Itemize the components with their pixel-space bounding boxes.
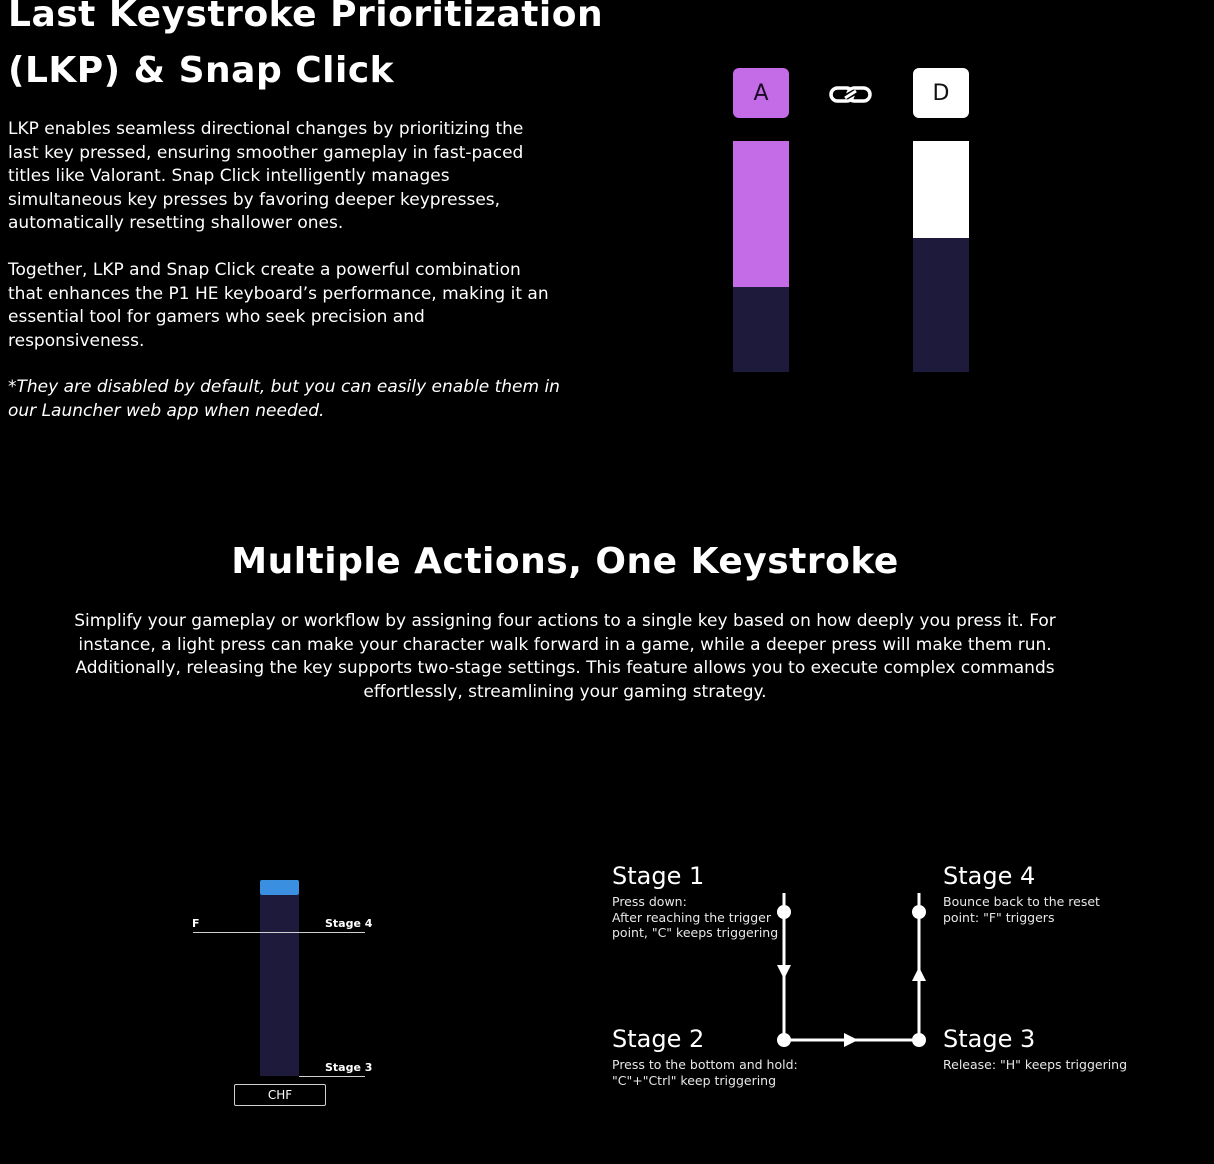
lkp-title-line-2: (LKP) & Snap Click [8,50,395,91]
text-line: essential tool for gamers who seek precision and [8,307,425,327]
text-line: simultaneous key presses by favoring deeper keypresses, [8,189,501,210]
text-line: last key pressed, ensuring smoother gameplay in fast-paced [8,142,524,163]
reset-point-line [193,932,365,933]
key-a-travel-bar [733,141,789,372]
key-travel-cap [260,880,299,895]
text-line: that enhances the P1 HE keyboard’s performance, making it an [8,283,549,304]
link-icon [829,82,873,108]
text-line: automatically resetting shallower ones. [8,213,344,233]
stage-4-title: Stage 4 [943,862,1036,890]
key-a [733,68,789,118]
text-line: titles like Valorant. Snap Click intelligently manages [8,166,450,186]
text-line: responsiveness. [8,330,145,351]
label-stage-3: Stage 3 [325,1061,373,1074]
key-a-travel-fill [733,141,789,287]
text-line: point: "F" triggers [943,909,1055,925]
text-line: Together, LKP and Snap Click create a powerful combination [8,260,521,280]
stage-1-title: Stage 1 [612,862,705,890]
lkp-note [8,376,568,423]
key-d [913,68,969,118]
stage-4-desc [943,894,1143,925]
text-line: Press to the bottom and hold: [612,1057,798,1072]
key-d-travel-fill [913,141,969,238]
key-travel-track [260,895,299,1076]
stage-4 [943,862,1143,925]
label-stage-4: Stage 4 [325,917,373,930]
text-line: Additionally, releasing the key supports two-stage settings. This feature allows you to execute complex commands [75,658,1055,678]
text-line: "C"+"Ctrl" keep triggering [612,1072,777,1088]
label-f: F [192,917,200,930]
stage-3-desc [943,1057,1143,1073]
key-a-label: A [753,80,769,106]
text-line: instance, a light press can make your character walk forward in a game, while a deeper press will make them run. [78,634,1052,655]
stage-1-desc [612,894,782,941]
text-line: Simplify your gameplay or workflow by assigning four actions to a single key based on how deeply you press it. For [74,611,1056,631]
key-label-box [234,1084,326,1106]
stage-1 [612,862,782,941]
lkp-title [8,0,608,99]
lkp-paragraph-1 [8,118,568,236]
text-line: Release: "H" keeps triggering [943,1057,1128,1072]
key-d-travel-bar [913,141,969,372]
text-line: Press down: [612,894,687,909]
actions-title: Multiple Actions, One Keystroke [231,541,899,582]
stage-3 [943,1025,1143,1073]
text-line: our Launcher web app when needed. [8,400,325,421]
text-line: effortlessly, streamlining your gaming strategy. [363,681,767,702]
stage-3-title: Stage 3 [943,1025,1036,1053]
text-line: point, "C" keeps triggering [612,925,779,940]
text-line: After reaching the trigger [612,909,772,925]
stage-2-desc [612,1057,802,1088]
actions-description [0,610,1130,704]
text-line: Bounce back to the reset [943,894,1100,909]
key-label: CHF [267,1088,293,1102]
text-line: *They are disabled by default, but you can easily enable them in [8,377,560,397]
bottom-point-line [299,1076,365,1077]
key-d-label: D [932,80,950,106]
stage-2 [612,1025,802,1088]
lkp-paragraph-2 [8,259,568,353]
stage-2-title: Stage 2 [612,1025,705,1053]
text-line: LKP enables seamless directional changes by prioritizing the [8,119,524,139]
lkp-title-line-1: Last Keystroke Prioritization [8,0,604,35]
